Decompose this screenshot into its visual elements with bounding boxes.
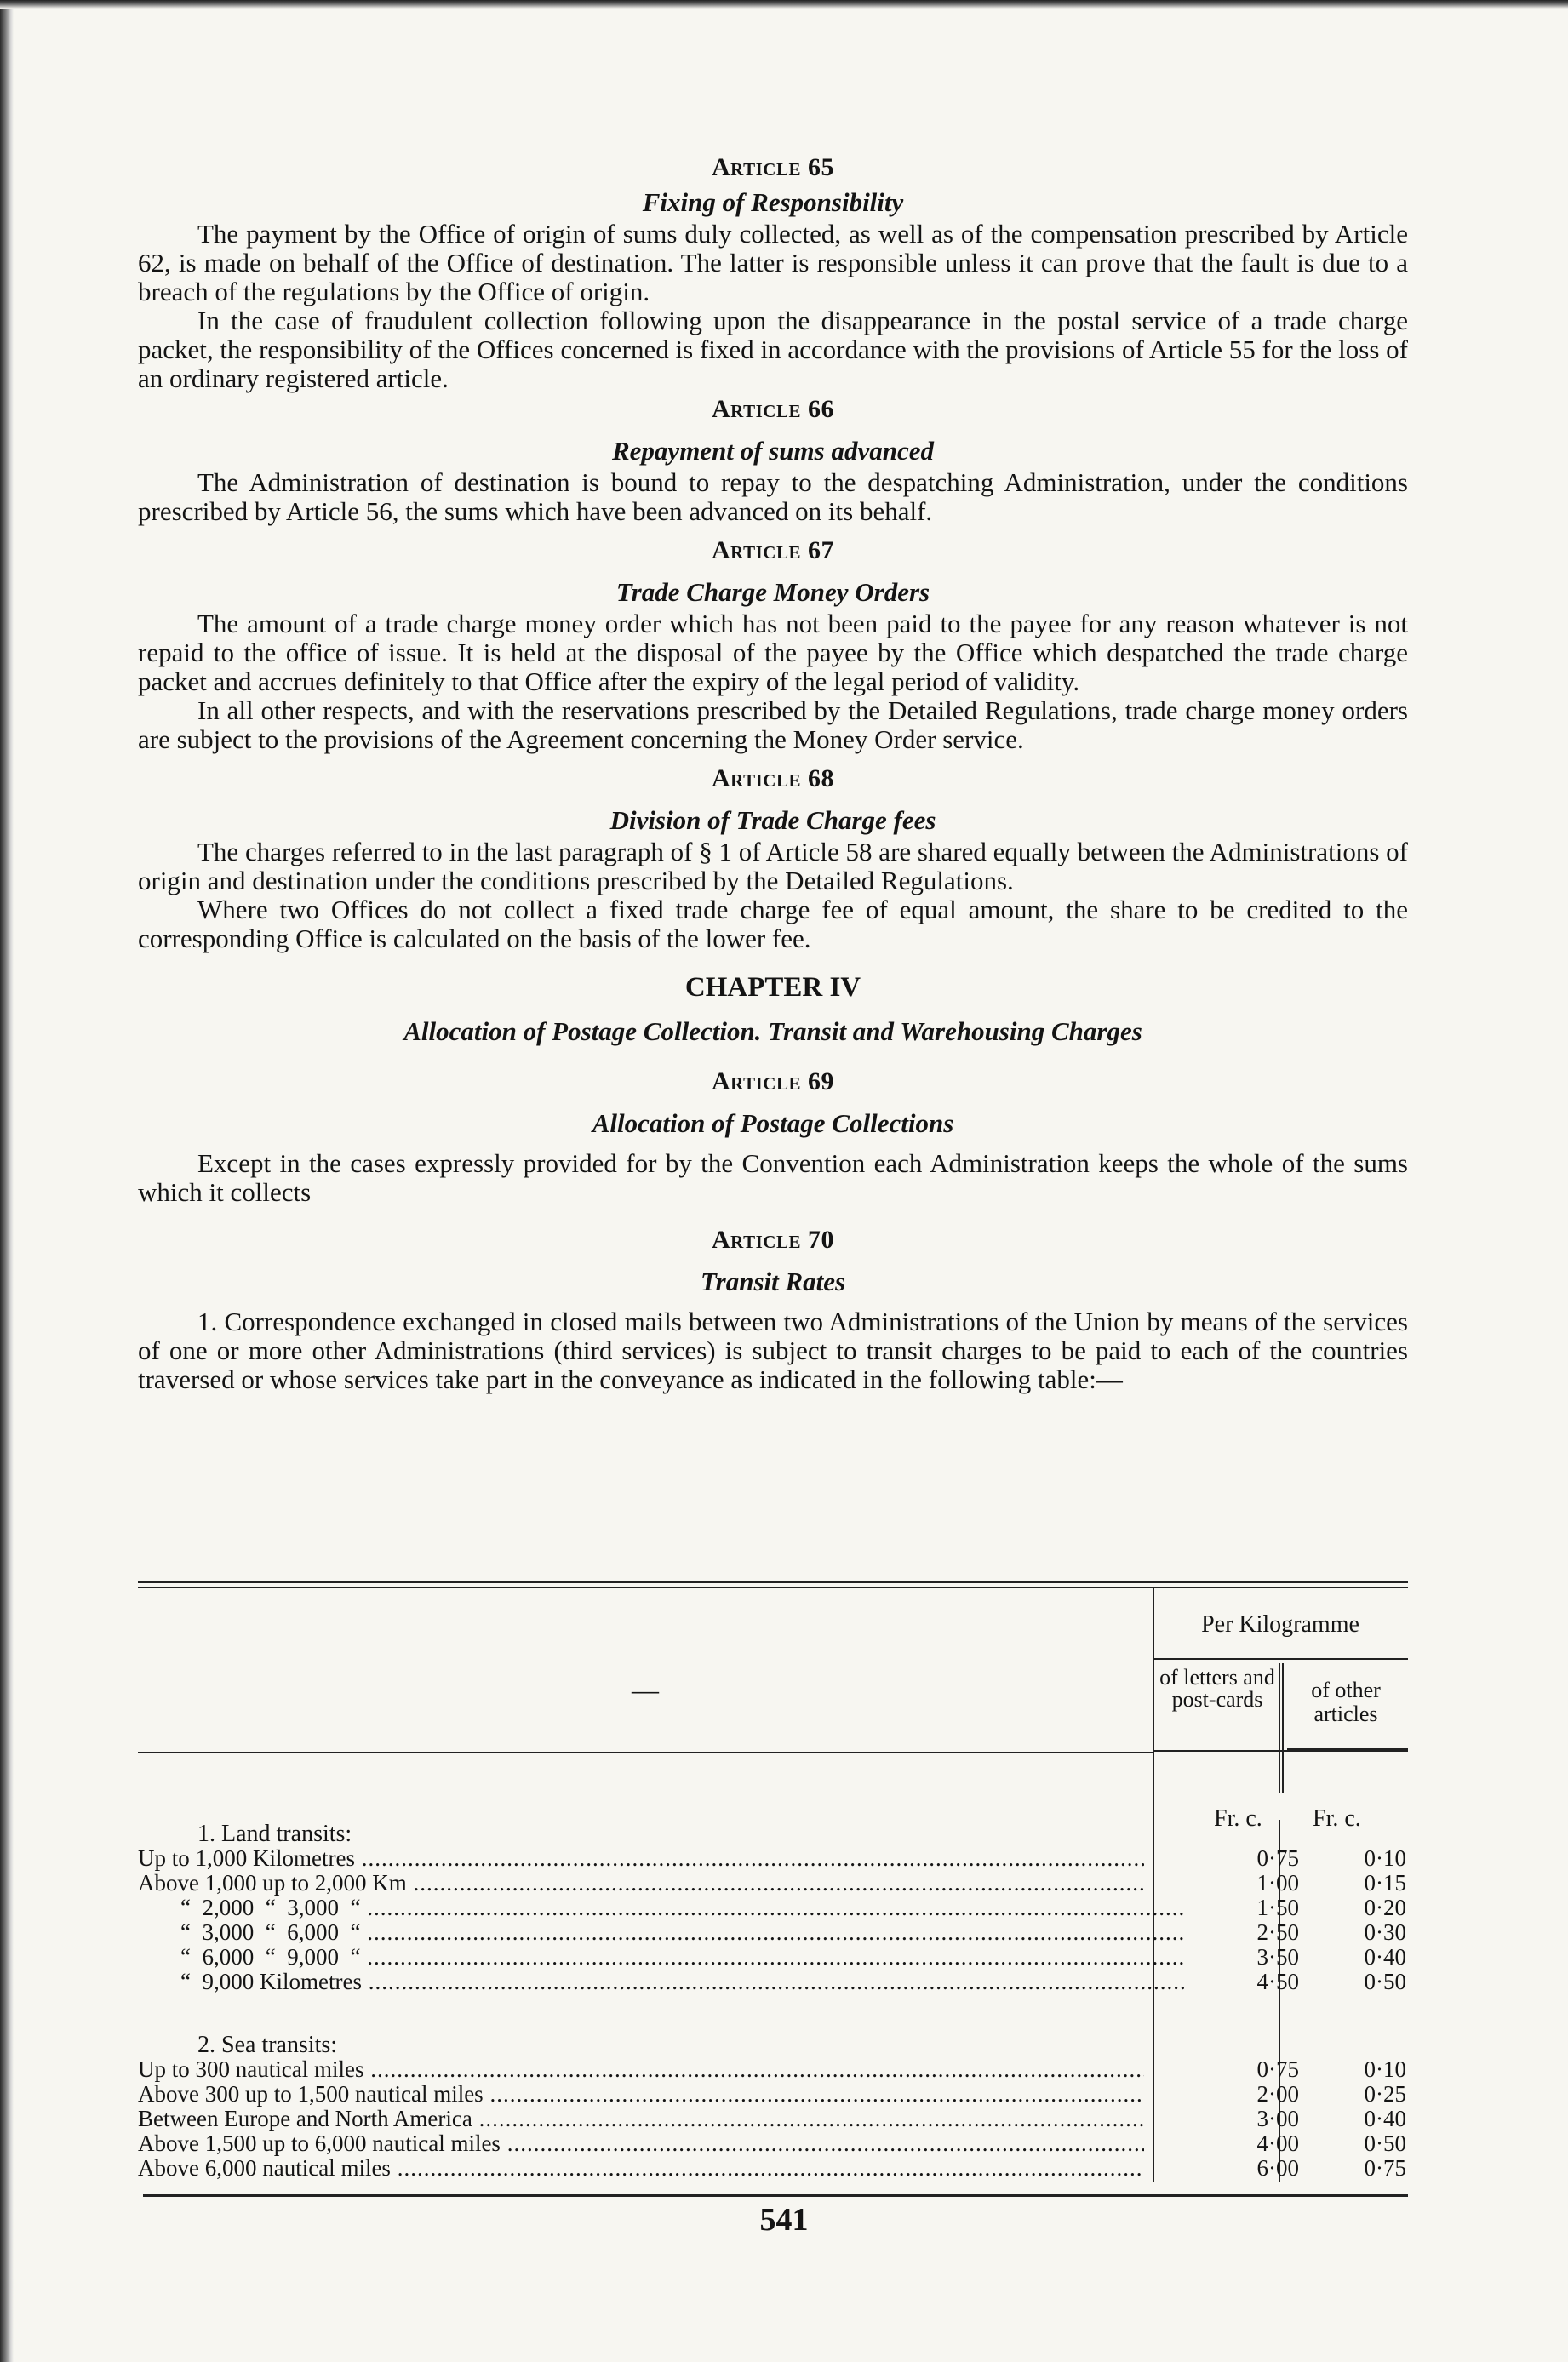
article-67 [138, 535, 1408, 754]
paragraph: Where two Offices do not collect a fixed trade charge fee of equal amount, the share to be credited to the corresponding Office is calculated on the basis of the lower fee. [138, 895, 1408, 953]
table-row [138, 2082, 1408, 2107]
row-label: “ 9,000 Kilometres ..... [138, 1970, 1187, 1994]
row-label: “ 6,000 “ 9,000 “ ..... [138, 1945, 1187, 1970]
paragraph: In the case of fraudulent collection following upon the disappearance in the postal service of a trade charge packet, the responsibility of the Offices concerned is fixed in accordance with the provisions of Article 55 for the loss of an ordinary registered article. [138, 306, 1408, 393]
table-top-rule [138, 1581, 1408, 1583]
rate-letters: 4·50 [1256, 1969, 1299, 1994]
rate-other: 0·50 [1364, 1969, 1406, 1994]
row-label: “ 2,000 “ 3,000 “ ..... [138, 1896, 1187, 1920]
table-row [138, 2131, 1408, 2156]
article-heading: Article 70 [712, 1226, 834, 1254]
article-title: Fixing of Responsibility [642, 187, 904, 217]
rate-other: 0·30 [1364, 1919, 1406, 1945]
article-title: Repayment of sums advanced [612, 436, 934, 466]
article-title: Trade Charge Money Orders [615, 577, 930, 607]
rate-letters: 1·00 [1256, 1870, 1299, 1896]
table-row [138, 2156, 1408, 2181]
table-row [138, 1945, 1408, 1970]
table-top-rule [138, 1587, 1408, 1588]
rate-letters: 6·00 [1256, 2155, 1299, 2181]
document-body [138, 152, 1408, 1394]
rate-letters: 3·50 [1256, 1944, 1299, 1970]
rate-letters: 0·75 [1256, 1845, 1299, 1871]
row-label: Above 1,500 up to 6,000 nautical miles ..... [138, 2131, 1144, 2156]
section-title-sea: 2. Sea transits: [197, 2032, 338, 2058]
header-rule [1153, 1658, 1408, 1660]
col-header-letters: of letters and post-cards [1159, 1665, 1275, 1712]
paragraph: The Administration of destination is bound to repay to the despatching Administration, under the conditions prescribed by Article 56, the sums which have been advanced on its behalf. [138, 467, 1408, 526]
rate-letters: 3·00 [1256, 2106, 1299, 2131]
table-row [138, 1871, 1408, 1896]
footer-rule [143, 2194, 1408, 2197]
table-row [138, 1896, 1408, 1920]
article-70 [138, 1224, 1408, 1394]
article-heading: Article 69 [712, 1067, 834, 1095]
rate-letters: 2·00 [1256, 2081, 1299, 2107]
scan-edge-top [0, 0, 1568, 9]
article-heading: Article 65 [712, 153, 834, 181]
col-header-other: of other articles [1311, 1678, 1381, 1726]
unit-other: Fr. c. [1313, 1805, 1361, 1832]
row-label: Above 6,000 nautical miles ..... [138, 2156, 1144, 2181]
row-label: Up to 1,000 Kilometres ..... [138, 1846, 1144, 1871]
column-divider [1279, 1663, 1280, 1793]
article-heading: Article 67 [712, 536, 834, 564]
rate-other: 0·75 [1364, 2155, 1406, 2181]
paragraph: The payment by the Office of origin of sums duly collected, as well as of the compensation prescribed by Article 62, is made on behalf of the Office of destination. The latter is responsible unless it can prove that the fault is due to a breach of the regulations by the Office of origin. [138, 219, 1408, 306]
rate-other: 0·50 [1364, 2130, 1406, 2156]
table-row [138, 1846, 1408, 1871]
row-label: Between Europe and North America ..... [138, 2107, 1144, 2131]
rate-other: 0·10 [1364, 1845, 1406, 1871]
unit-letters: Fr. c. [1214, 1805, 1262, 1832]
rate-other: 0·15 [1364, 1870, 1406, 1896]
scan-edge-left [0, 0, 14, 2362]
article-66 [138, 393, 1408, 526]
article-title: Allocation of Postage Collections [592, 1108, 954, 1138]
rate-letters: 4·00 [1256, 2130, 1299, 2156]
paragraph: 1. Correspondence exchanged in closed mails between two Administrations of the Union by means of the services of one or more other Administrations (third services) is subject to transit charges to be paid to each of the countries traversed or whose services take part in the conveyance as indicated in the following table:— [138, 1307, 1408, 1394]
table-row [138, 2057, 1408, 2082]
group-header: Per Kilogramme [1201, 1611, 1359, 1638]
article-69 [138, 1066, 1408, 1207]
article-heading: Article 66 [712, 395, 834, 423]
paragraph: The charges referred to in the last paragraph of § 1 of Article 58 are shared equally between the Administrations of origin and destination under the conditions prescribed by the Detailed Regulations. [138, 837, 1408, 895]
transit-rates-table [138, 1581, 1408, 2198]
row-label: “ 3,000 “ 6,000 “ ..... [138, 1920, 1187, 1945]
article-65 [138, 152, 1408, 393]
row-label: Up to 300 nautical miles ..... [138, 2057, 1144, 2082]
header-rule [1153, 1750, 1408, 1752]
chapter-title: Allocation of Postage Collection. Transit and Warehousing Charges [403, 1016, 1142, 1046]
paragraph: The amount of a trade charge money order which has not been paid to the payee for any reason whatever is not repaid to the office of issue. It is held at the disposal of the payee by the Office which despatched the trade charge packet and accrues definitely to that Office after the expiry of the legal period of validity. [138, 609, 1408, 696]
rate-letters: 1·50 [1256, 1895, 1299, 1920]
article-heading: Article 68 [712, 764, 834, 792]
rate-other: 0·40 [1364, 1944, 1406, 1970]
article-title: Transit Rates [700, 1267, 846, 1296]
page-number: 541 [759, 2202, 809, 2238]
table-row [138, 2107, 1408, 2131]
section-title-land: 1. Land transits: [197, 1821, 352, 1847]
table-row [138, 1920, 1408, 1945]
table-row [138, 1970, 1408, 1994]
header-rule [138, 1752, 1153, 1753]
chapter-heading: CHAPTER IV [684, 972, 861, 1003]
paragraph: In all other respects, and with the reservations prescribed by the Detailed Regulations, trade charge money orders are subject to the provisions of the Agreement concerning the Money Order service. [138, 695, 1408, 754]
rate-other: 0·10 [1364, 2056, 1406, 2082]
paragraph: Except in the cases expressly provided for by the Convention each Administration keeps the whole of the sums which it collects [138, 1148, 1408, 1207]
article-title: Division of Trade Charge fees [609, 805, 936, 835]
rate-letters: 2·50 [1256, 1919, 1299, 1945]
row-label: Above 1,000 up to 2,000 Km ..... [138, 1871, 1144, 1896]
header-rule [1287, 1748, 1408, 1750]
article-68 [138, 763, 1408, 953]
rate-other: 0·40 [1364, 2106, 1406, 2131]
rate-other: 0·25 [1364, 2081, 1406, 2107]
rate-other: 0·20 [1364, 1895, 1406, 1920]
rate-letters: 0·75 [1256, 2056, 1299, 2082]
row-label: Above 300 up to 1,500 nautical miles ..... [138, 2082, 1144, 2107]
stub-header: — [632, 1674, 659, 1705]
